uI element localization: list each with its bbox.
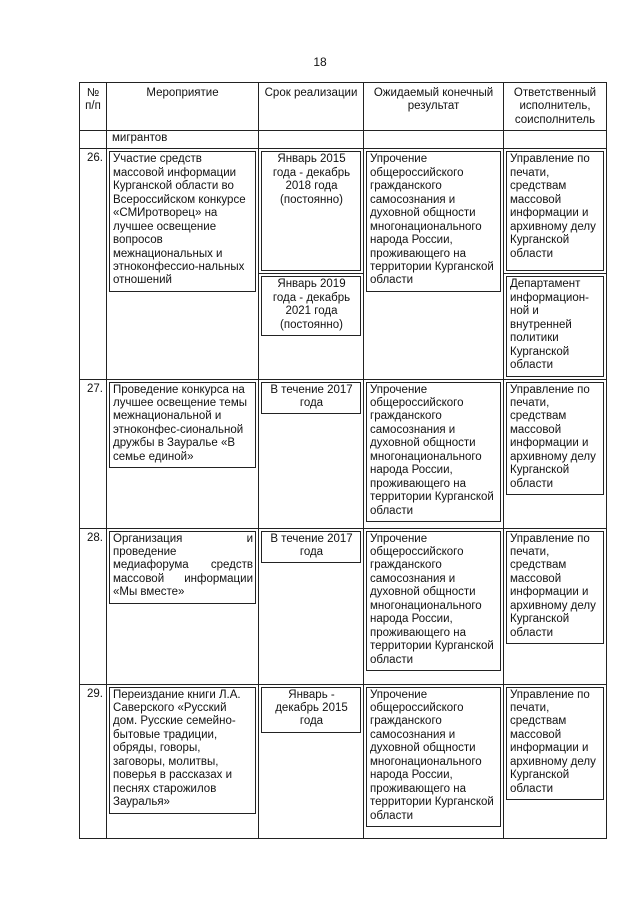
table-row [80,528,607,684]
event-text: Участие средств массовой информации Курганской области во Всероссийском конкурсе «СМИротворец» на лучшее освещение вопросов межнациональных и этноконфессио-нальных отношений [109,151,256,292]
header-result: Ожидаемый конечный результат [364,83,504,131]
header-event: Мероприятие [107,83,259,131]
header-term: Срок реализации [259,83,364,131]
header-executor: Ответственный исполнитель, соисполнитель [504,83,607,131]
term-text: Январь - декабрь 2015 года [261,687,361,733]
result-text: Упрочение общероссийского гражданского самосознания и духовной общности многонационального народа России, проживающего на территории Курганской области [366,382,501,523]
term-text: В течение 2017 года [261,531,361,564]
executor-text: Управление по печати, средствам массовой информации и архивному делу Курганской области [506,687,604,801]
result-text: Упрочение общероссийского гражданского самосознания и духовной общности многонационального народа России, проживающего на территории Курганской области [366,687,501,828]
executor-text: Управление по печати, средствам массовой информации и архивному делу Курганской области [506,382,604,496]
term-text: Январь 2019 года - декабрь 2021 года (постоянно) [261,276,361,336]
executor-text: Управление по печати, средствам массовой информации и архивному делу Курганской области [506,531,604,645]
row-number: 26. [80,149,107,379]
page-number: 18 [313,55,327,69]
executor-text: Департамент информацион-ной и внутренней политики Курганской области [506,276,604,376]
continuation-text: мигрантов [112,132,168,145]
event-text: Проведение конкурса на лучшее освещение темы межнациональной и этноконфес-сиональной дружбы в Зауралье «В семье единой» [109,382,256,469]
table-header-row [80,83,607,131]
table-row [80,149,607,274]
term-text: В течение 2017 года [261,382,361,415]
row-number: 28. [80,528,107,684]
header-num: № п/п [80,83,107,131]
row-number: 29. [80,684,107,838]
result-text: Упрочение общероссийского гражданского самосознания и духовной общности многонационального народа России, проживающего на территории Курганской области [366,151,501,292]
table-row [80,379,607,528]
term-text: Январь 2015 года - декабрь 2018 года (постоянно) [261,151,361,271]
row-number: 27. [80,379,107,528]
table-row-continuation [80,131,607,149]
table-row [80,684,607,838]
event-text: Организация и проведение медиафорума средств массовой информации «Мы вместе» [109,531,256,604]
events-table [79,82,607,839]
executor-text: Управление по печати, средствам массовой информации и архивному делу Курганской области [506,151,604,271]
event-text: Переиздание книги Л.А. Саверского «Русский дом. Русские семейно-бытовые традиции, обряды, говоры, заговоры, молитвы, поверья в рассказах и песнях старожилов Зауралья» [109,687,256,814]
result-text: Упрочение общероссийского гражданского самосознания и духовной общности многонационального народа России, проживающего на территории Курганской области [366,531,501,672]
